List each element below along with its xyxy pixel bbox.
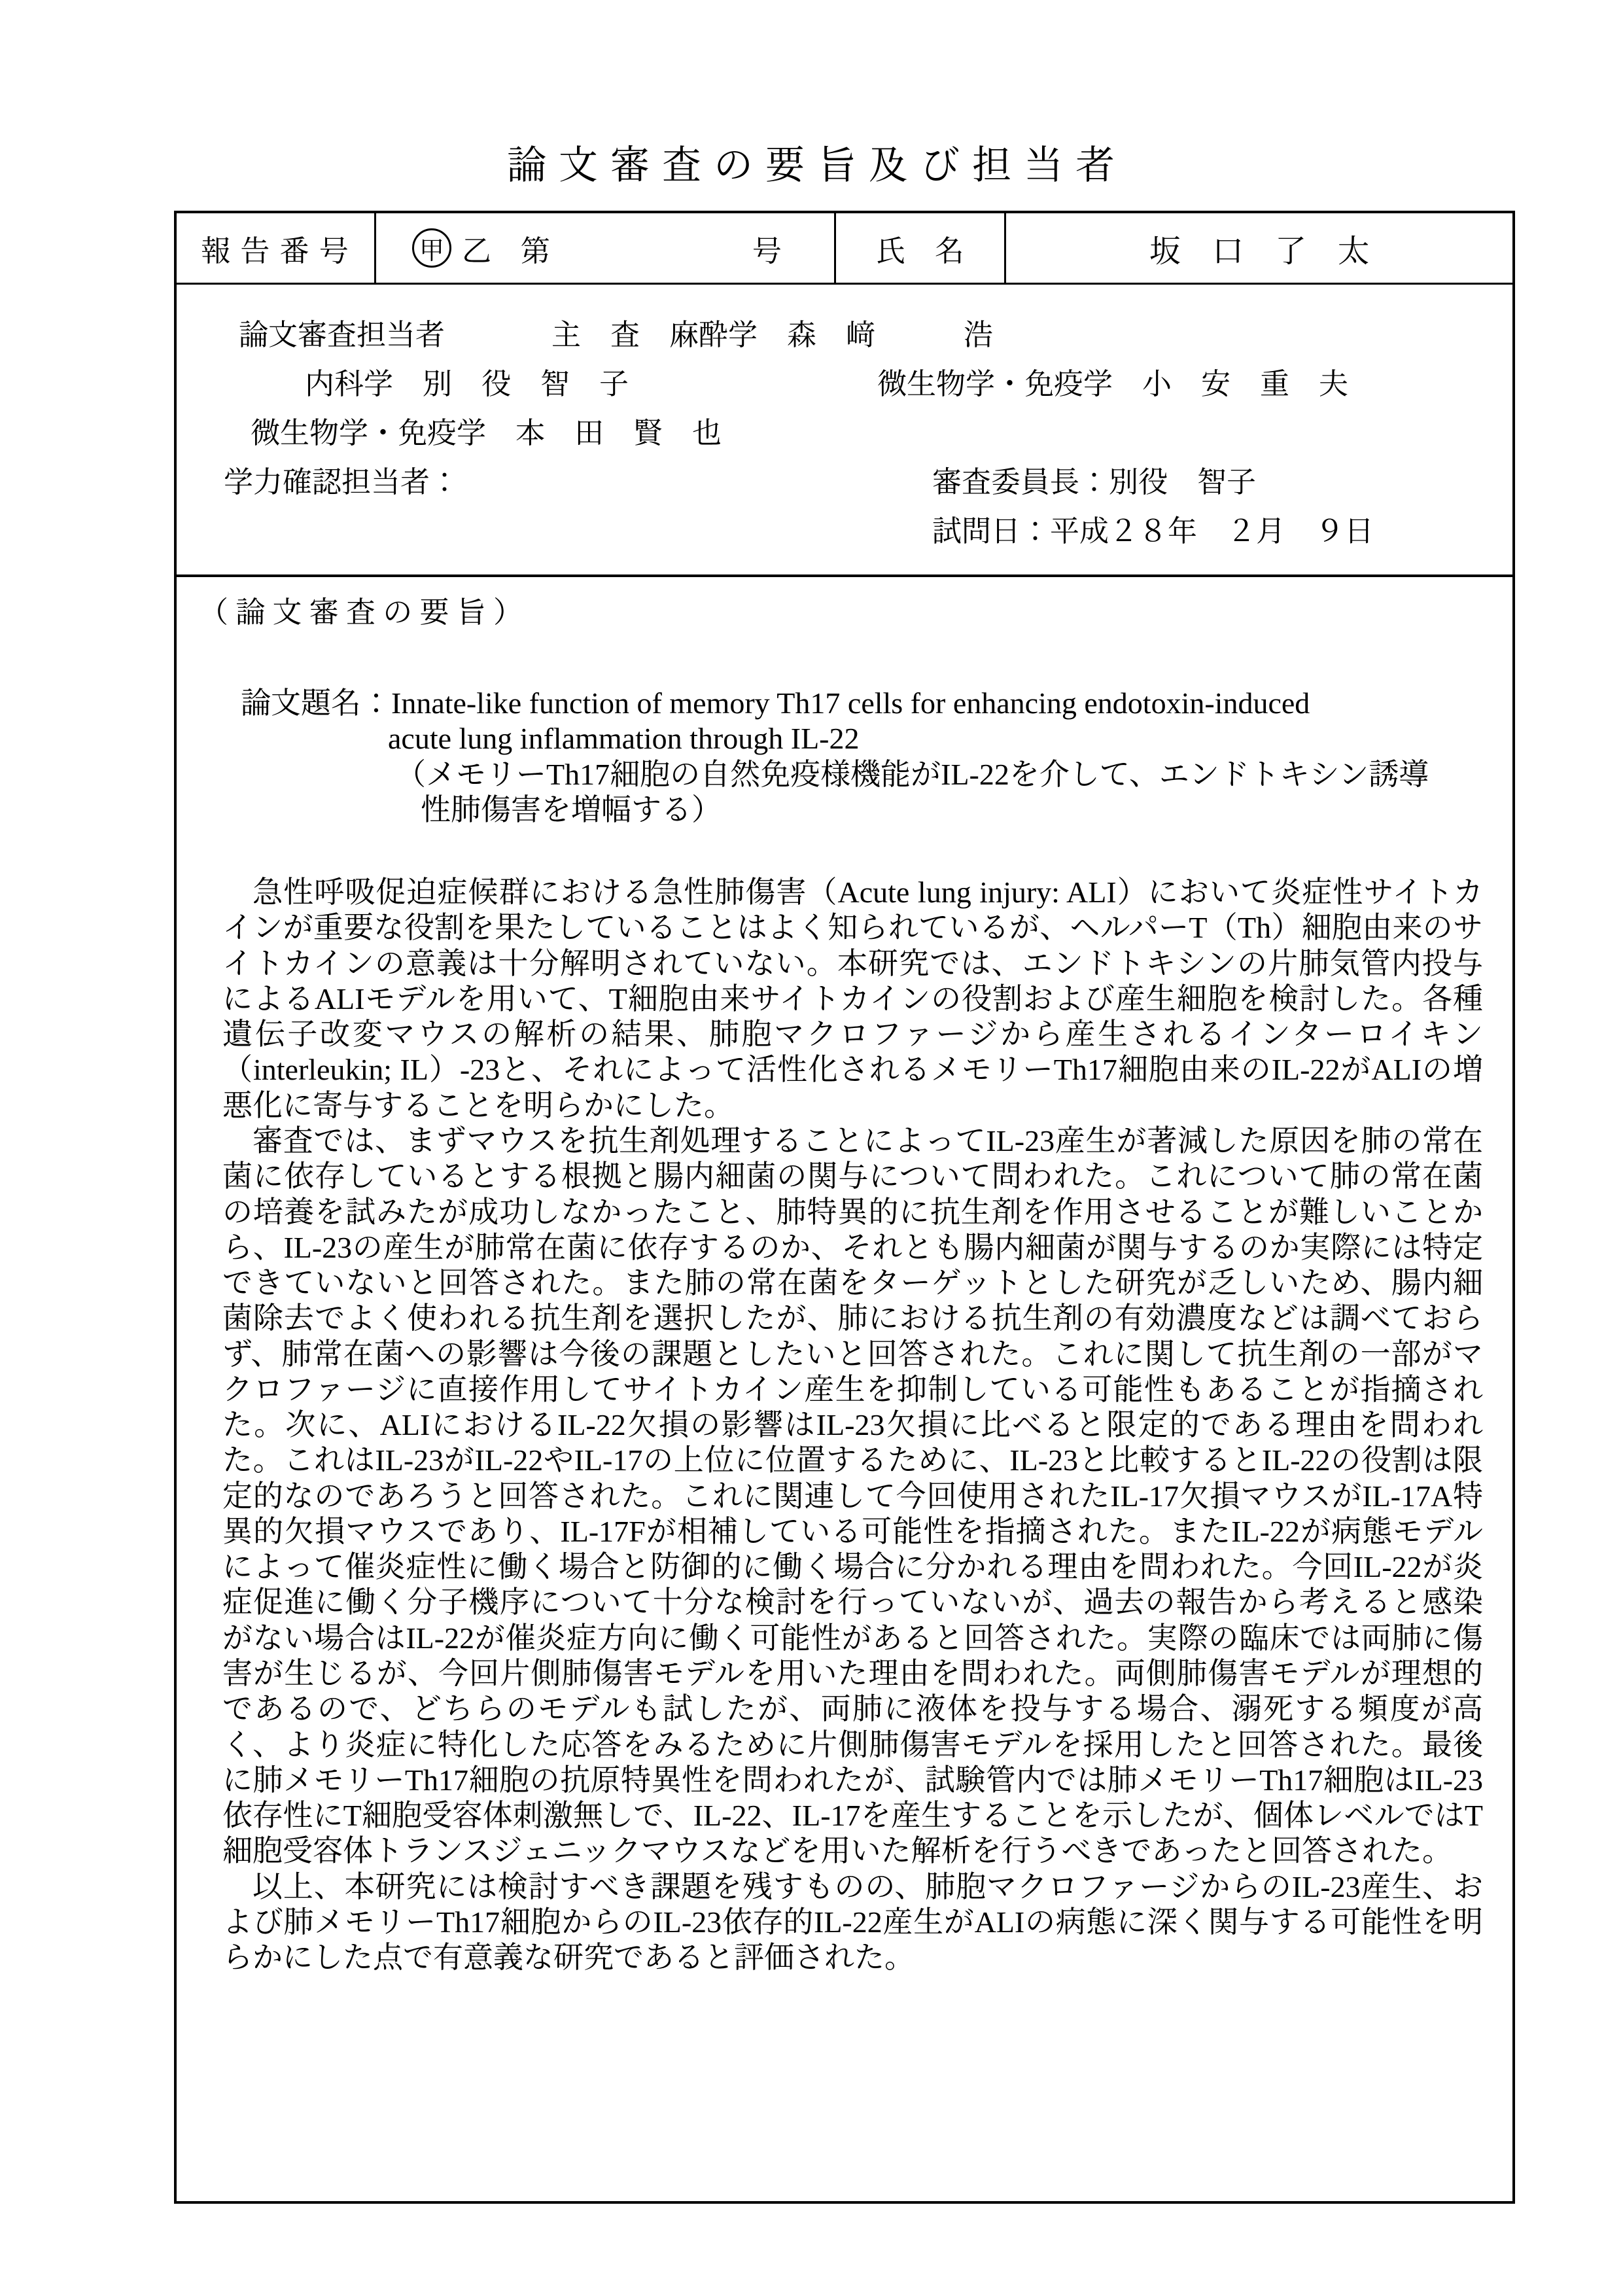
committee-row <box>177 311 1512 360</box>
thesis-title-block <box>241 686 1483 828</box>
committee-row <box>177 409 1512 458</box>
name-value: 坂 口 了 太 <box>1149 234 1369 269</box>
academic-confirmation-label: 学力確認担当者： <box>224 466 460 499</box>
report-number-suffix: 号 <box>752 234 782 268</box>
main-border-box <box>174 211 1515 2204</box>
report-number-label: 報 告 番 号 <box>177 213 376 283</box>
committee-row <box>177 507 1512 556</box>
thesis-title-line-2: acute lung inflammation through IL-22 <box>388 722 860 756</box>
summary-section <box>177 577 1512 1975</box>
chief-examiner: 主 査 麻酔学 森 﨑 浩 <box>551 319 994 351</box>
examiner-microbiology-immunology-2: 微生物学・免疫学 本 田 賢 也 <box>251 417 722 450</box>
page-title: 論 文 審 査 の 要 旨 及 び 担 当 者 <box>507 144 1116 187</box>
circled-kou-mark: 甲 <box>412 228 451 268</box>
summary-paragraph-3: 以上、本研究には検討すべき課題を残すものの、肺胞マクロファージからのIL-23産生、および肺メモリーTh17細胞からのIL-23依存的IL-22産生がALIの病態に深く関与する可能性を明らかにした点で有意義な研究であると評価された。 <box>222 1869 1483 1975</box>
report-number-cell <box>376 213 836 283</box>
committee-row <box>177 360 1512 409</box>
summary-paragraph-1: 急性呼吸促迫症候群における急性肺傷害（Acute lung injury: ALI）において炎症性サイトカインが重要な役割を果たしていることはよく知られているが、ヘルパーT（Th）細胞由来のサイトカインの意義は十分解明されていない。本研究では、エンドトキシンの片肺気管内投与によるALIモデルを用いて、T細胞由来サイトカインの役割および産生細胞を検討した。各種遺伝子改変マウスの解析の結果、肺胞マクロファージから産生されるインターロイキン（interleukin; IL）-23と、それによって活性化されるメモリーTh17細胞由来のIL-22がALIの増悪化に寄与することを明らかにした。 <box>222 875 1483 1122</box>
summary-heading: （ 論 文 審 査 の 要 旨 ） <box>199 596 523 629</box>
thesis-title-line-1: 論文題名：Innate-like function of memory Th17 cells for enhancing endotoxin-induced <box>241 686 1310 720</box>
committee-role-label: 論文審査担当者 <box>239 319 445 351</box>
committee-section <box>177 285 1512 556</box>
examiner-internal-medicine: 内科学 別 役 智 子 <box>305 368 629 400</box>
report-type-text: 乙 第 <box>462 234 551 268</box>
header-table <box>177 213 1512 285</box>
committee-row <box>177 458 1512 507</box>
thesis-title-line-4: 性肺傷害を増幅する） <box>421 792 722 826</box>
examination-date: 試問日：平成２８年 ２月 ９日 <box>932 515 1374 548</box>
examiner-microbiology-immunology-1: 微生物学・免疫学 小 安 重 夫 <box>877 368 1349 400</box>
name-label: 氏 名 <box>836 213 1006 283</box>
committee-chair: 審査委員長：別役 智子 <box>932 466 1257 499</box>
thesis-title-line-3: （メモリーTh17細胞の自然免疫様機能がIL-22を介して、エンドトキシン誘導 <box>396 757 1429 791</box>
summary-paragraph-2: 審査では、まずマウスを抗生剤処理することによってIL-23産生が著減した原因を肺の常在菌に依存しているとする根拠と腸内細菌の関与について問われた。これについて肺の常在菌の培養を試みたが成功しなかったこと、肺特異的に抗生剤を作用させることが難しいことから、IL-23の産生が肺常在菌に依存するのか、それとも腸内細菌が関与するのか実際には特定できていないと回答された。また肺の常在菌をターゲットとした研究が乏しいため、腸内細菌除去でよく使われる抗生剤を選択したが、肺における抗生剤の有効濃度などは調べておらず、肺常在菌への影響は今後の課題としたいと回答された。これに関して抗生剤の一部がマクロファージに直接作用してサイトカイン産生を抑制している可能性もあることが指摘された。次に、ALIにおけるIL-22欠損の影響はIL-23欠損に比べると限定的である理由を問われた。これはIL-23がIL-22やIL-17の上位に位置するために、IL-23と比較するとIL-22の役割は限定的なのであろうと回答された。これに関連して今回使用されたIL-17欠損マウスがIL-17A特異的欠損マウスであり、IL-17Fが相補している可能性を指摘された。またIL-22が病態モデルによって催炎症性に働く場合と防御的に働く場合に分かれる理由を問われた。今回IL-22が炎症促進に働く分子機序について十分な検討を行っていないが、過去の報告から考えると感染がない場合はIL-22が催炎症方向に働く可能性があると回答された。実際の臨床では両肺に傷害が生じるが、今回片側肺傷害モデルを用いた理由を問われた。両側肺傷害モデルが理想的であるので、どちらのモデルも試したが、両肺に液体を投与する場合、溺死する頻度が高く、より炎症に特化した応答をみるために片側肺傷害モデルを採用したと回答された。最後に肺メモリーTh17細胞の抗原特異性を問われたが、試験管内では肺メモリーTh17細胞はIL-23依存性にT細胞受容体刺激無しで、IL-22、IL-17を産生することを示したが、個体レベルではT細胞受容体トランスジェニックマウスなどを用いた解析を行うべきであったと回答された。 <box>222 1124 1483 1868</box>
